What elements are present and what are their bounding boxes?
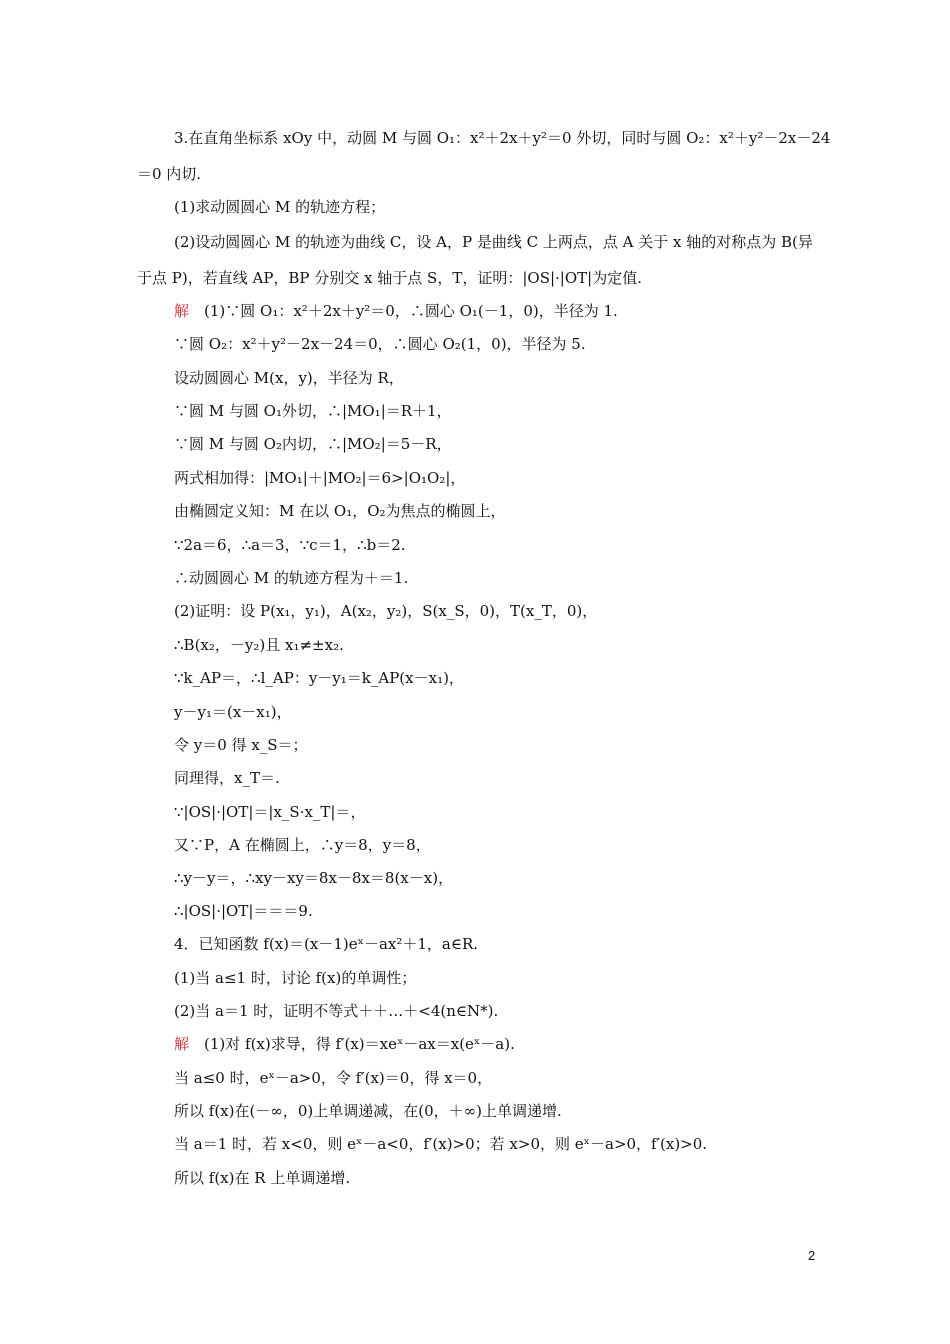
text-line (174, 1168, 350, 1188)
text-line (174, 735, 308, 755)
text-line (174, 1101, 562, 1121)
text-content: ∵|OS|·|OT|＝|x_S·x_T|＝， (174, 803, 366, 821)
text-line (174, 434, 452, 454)
text-line (174, 635, 344, 655)
text-line (137, 164, 201, 184)
text-content: 所以 f(x)在 R 上单调递增. (174, 1169, 351, 1187)
text-line (174, 1134, 707, 1154)
text-line (174, 1068, 492, 1088)
text-line (174, 401, 452, 421)
text-content: ∵圆 O₂：x²＋y²－2x－24＝0，∴圆心 O₂(1，0)，半径为 5. (174, 335, 586, 353)
text-content: 令 y＝0 得 x_S＝； (174, 736, 308, 754)
text-content: ∴B(x₂，－y₂)且 x₁≠±x₂. (174, 636, 344, 654)
text-line (174, 901, 313, 921)
text-content: ∵圆 M 与圆 O₁外切，∴|MO₁|＝R＋1， (174, 402, 452, 420)
text-line (174, 835, 431, 855)
text-line (174, 197, 385, 217)
solution-marker: 解 (174, 302, 205, 320)
text-content: (1)求动圆圆心 M 的轨迹方程； (174, 198, 386, 216)
text-line (174, 468, 465, 488)
text-content: 同理得，x_T＝. (174, 769, 280, 787)
text-line (174, 1001, 498, 1021)
text-content: 又∵P，A 在椭圆上，∴y＝8，y＝8， (174, 836, 431, 854)
text-line (174, 1034, 515, 1054)
text-line (174, 668, 464, 688)
text-line (174, 968, 416, 988)
page-number: 2 (808, 1248, 816, 1263)
text-content: 当 a≤0 时，eˣ－a>0，令 f′(x)＝0，得 x＝0， (174, 1069, 493, 1087)
text-line (174, 868, 453, 888)
text-content: (2)证明：设 P(x₁，y₁)，A(x₂，y₂)，S(x_S，0)，T(x_T，0)， (174, 602, 598, 620)
text-content: 两式相加得：|MO₁|＋|MO₂|＝6>|O₁O₂|， (174, 469, 466, 487)
text-line (174, 934, 478, 954)
text-line (174, 702, 292, 722)
text-line (174, 802, 365, 822)
solution-marker: 解 (174, 1035, 205, 1053)
text-content: ∴动圆圆心 M 的轨迹方程为＋＝1. (174, 569, 409, 587)
text-line (174, 301, 618, 321)
text-content: (2)当 a＝1 时，证明不等式＋＋…＋<4(n∈N*). (174, 1002, 499, 1020)
text-line (137, 268, 642, 288)
text-content: ∴|OS|·|OT|＝＝＝9. (174, 902, 313, 920)
text-line (174, 535, 406, 555)
text-content: 由椭圆定义知：M 在以 O₁，O₂为焦点的椭圆上， (174, 502, 506, 520)
text-content: y－y₁＝(x－x₁)， (174, 703, 292, 721)
text-content: 于点 P)，若直线 AP，BP 分别交 x 轴于点 S，T，证明：|OS|·|OT|为定值. (137, 269, 642, 287)
text-content: (2)设动圆圆心 M 的轨迹为曲线 C，设 A，P 是曲线 C 上两点，点 A 关于 x 轴的对称点为 B(异 (174, 233, 813, 251)
text-line (174, 128, 830, 148)
text-content: ∵k_AP＝，∴l_AP：y－y₁＝k_AP(x－x₁)， (174, 669, 464, 687)
text-line (174, 368, 404, 388)
text-line (174, 334, 586, 354)
text-line (174, 232, 813, 252)
text-content: 所以 f(x)在(－∞，0)上单调递减，在(0，＋∞)上单调递增. (174, 1102, 562, 1120)
text-content: ∵圆 M 与圆 O₂内切，∴|MO₂|＝5－R， (174, 435, 452, 453)
text-line (174, 568, 408, 588)
text-content: ∵2a＝6，∴a＝3，∵c＝1，∴b＝2. (174, 536, 406, 554)
text-content: ＝0 内切. (137, 165, 202, 183)
text-content: 4．已知函数 f(x)＝(x－1)eˣ－ax²＋1，a∈R. (174, 935, 479, 953)
text-content: 设动圆圆心 M(x，y)，半径为 R， (174, 369, 404, 387)
text-content: 3.在直角坐标系 xOy 中，动圆 M 与圆 O₁：x²＋2x＋y²＝0 外切，同时与圆 O₂：x²＋y²－2x－24 (174, 129, 831, 147)
text-content: 当 a＝1 时，若 x<0，则 eˣ－a<0，f′(x)>0；若 x>0，则 eˣ－a>0，f′(x)>0. (174, 1135, 708, 1153)
text-line (174, 501, 506, 521)
text-line (174, 768, 280, 788)
text-line (174, 601, 597, 621)
text-content: (1)对 f(x)求导，得 f′(x)＝xeˣ－ax＝x(eˣ－a). (204, 1035, 515, 1053)
text-content: (1)∵圆 O₁：x²＋2x＋y²＝0，∴圆心 O₁(－1，0)，半径为 1. (204, 302, 618, 320)
text-content: (1)当 a≤1 时，讨论 f(x)的单调性； (174, 969, 417, 987)
text-content: ∴y－y＝，∴xy－xy＝8x－8x＝8(x－x)， (174, 869, 454, 887)
